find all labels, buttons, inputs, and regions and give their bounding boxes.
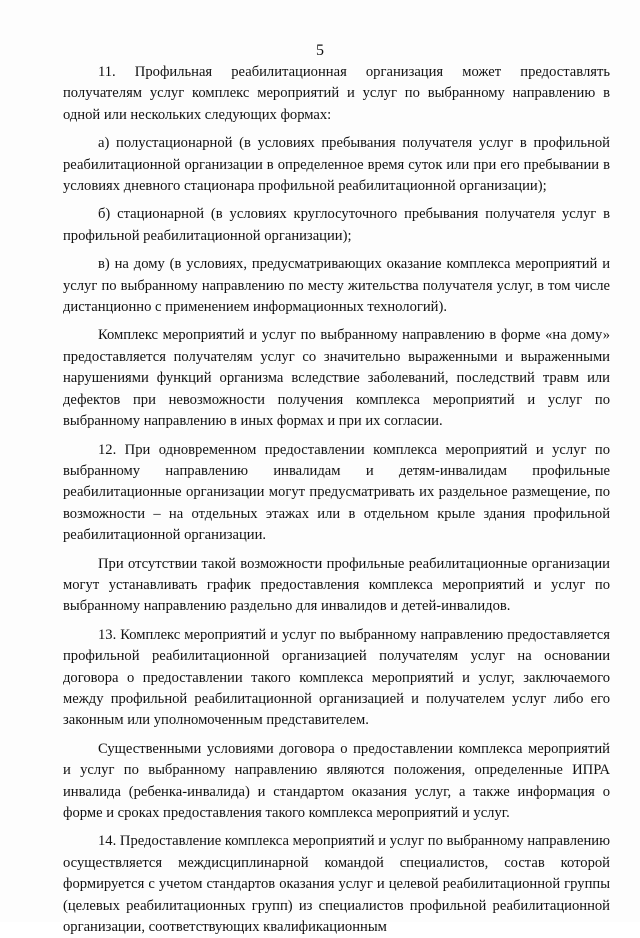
paragraph-11-b: б) стационарной (в условиях круглосуточного пребывания получателя услуг в профильной реабилитационной организации); <box>63 206 610 244</box>
paragraph-11-c: в) на дому (в условиях, предусматривающих оказание комплекса мероприятий и услуг по выбранному направлению по месту жительства получателя услуг, в том числе дистанционно с применением информационных технологий). <box>63 256 610 316</box>
paragraph-14: 14. Предоставление комплекса мероприятий и услуг по выбранному направлению осуществляется междисциплинарной командой специалистов, состав которой формируется с учетом стандартов оказания услуг и целевой реабилитационной группы (целевых реабилитационных групп) из специалистов профильной реабилитационной организации, соответствующих квалификационным <box>63 833 610 936</box>
document-body <box>63 62 610 938</box>
paragraph-12-schedule: При отсутствии такой возможности профильные реабилитационные организации могут устанавливать график предоставления комплекса мероприятий и услуг по выбранному направлению раздельно для инвалидов и детей-инвалидов. <box>63 555 610 615</box>
paragraph-12: 12. При одновременном предоставлении комплекса мероприятий и услуг по выбранному направлению инвалидам и детям-инвалидам профильные реабилитационные организации могут предусматривать их раздельное размещение, по возможности – на отдельных этажах или в отдельном крыле здания профильной реабилитационной организации. <box>63 441 610 544</box>
page-number: 5 <box>316 42 324 59</box>
paragraph-home-form: Комплекс мероприятий и услуг по выбранному направлению в форме «на дому» предоставляется получателям услуг со значительно выраженными и выраженными нарушениями функций организма вследствие заболеваний, последствий травм или дефектов при невозможности получения комплекса мероприятий и услуг по выбранному направлению в иных формах и при их согласии. <box>63 327 610 430</box>
paragraph-13: 13. Комплекс мероприятий и услуг по выбранному направлению предоставляется профильной реабилитационной организацией получателям услуг на основании договора о предоставлении такого комплекса мероприятий и услуг, заключаемого между профильной реабилитационной организацией и получателем услуг либо его законным или уполномоченным представителем. <box>63 626 610 729</box>
paragraph-11: 11. Профильная реабилитационная организация может предоставлять получателям услуг комплекс мероприятий и услуг по выбранному направлению в одной или нескольких следующих формах: <box>63 64 610 123</box>
paragraph-13-conditions: Существенными условиями договора о предоставлении комплекса мероприятий и услуг по выбранному направлению являются положения, определенные ИПРА инвалида (ребенка-инвалида) и стандартом оказания услуг, а также информация о форме и сроках предоставления такого комплекса мероприятий и услуг. <box>63 740 610 821</box>
paragraph-11-a: а) полустационарной (в условиях пребывания получателя услуг в профильной реабилитационной организации в определенное время суток или при его пребывании в условиях дневного стационара профильной реабилитационной организации); <box>63 135 610 195</box>
